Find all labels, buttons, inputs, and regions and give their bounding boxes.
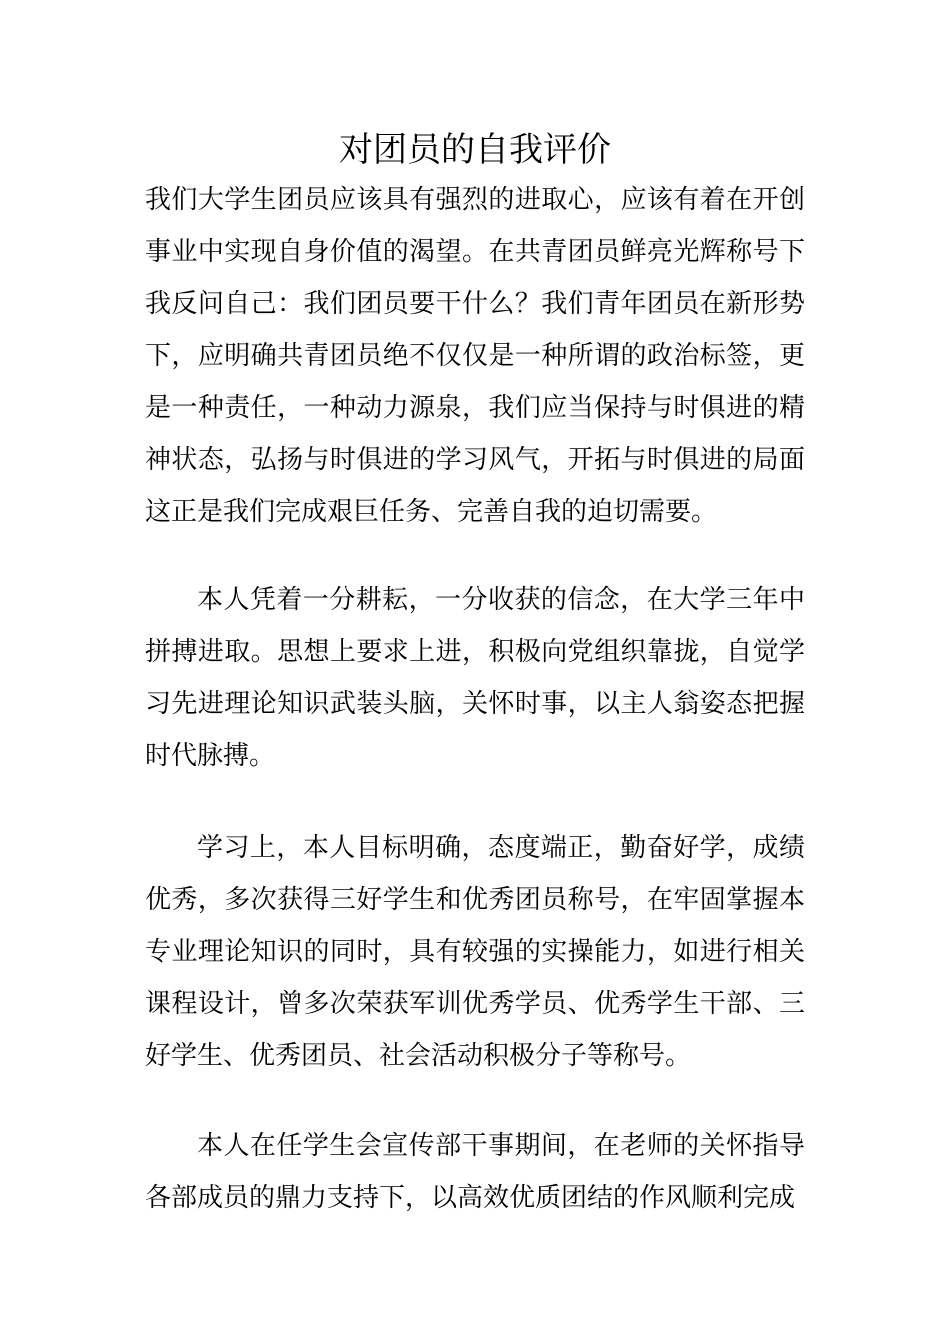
paragraph-student-union: 本人在任学生会宣传部干事期间，在老师的关怀指导各部成员的鼎力支持下，以高效优质团结的作风顺利完成	[145, 1131, 805, 1213]
paragraph-ideology: 本人凭着一分耕耘，一分收获的信念，在大学三年中拼搏进取。思想上要求上进，积极向党组织靠拢，自觉学习先进理论知识武装头脑，关怀时事，以主人翁姿态把握时代脉搏。	[145, 585, 805, 771]
document-title: 对团员的自我评价	[339, 130, 611, 170]
paragraph-intro: 我们大学生团员应该具有强烈的进取心，应该有着在开创事业中实现自身价值的渴望。在共青团员鲜亮光辉称号下我反问自己：我们团员要干什么？我们青年团员在新形势下，应明确共青团员绝不仅仅是一种所谓的政治标签，更是一种责任，一种动力源泉，我们应当保持与时俱进的精神状态，弘扬与时俱进的学习风气，开拓与时俱进的局面这正是我们完成艰巨任务、完善自我的迫切需要。	[145, 185, 805, 527]
paragraph-study: 学习上，本人目标明确，态度端正，勤奋好学，成绩优秀，多次获得三好学生和优秀团员称号，在牢固掌握本专业理论知识的同时，具有较强的实操能力，如进行相关课程设计，曾多次荣获军训优秀学员、优秀学生干部、三好学生、优秀团员、社会活动积极分子等称号。	[145, 833, 805, 1071]
